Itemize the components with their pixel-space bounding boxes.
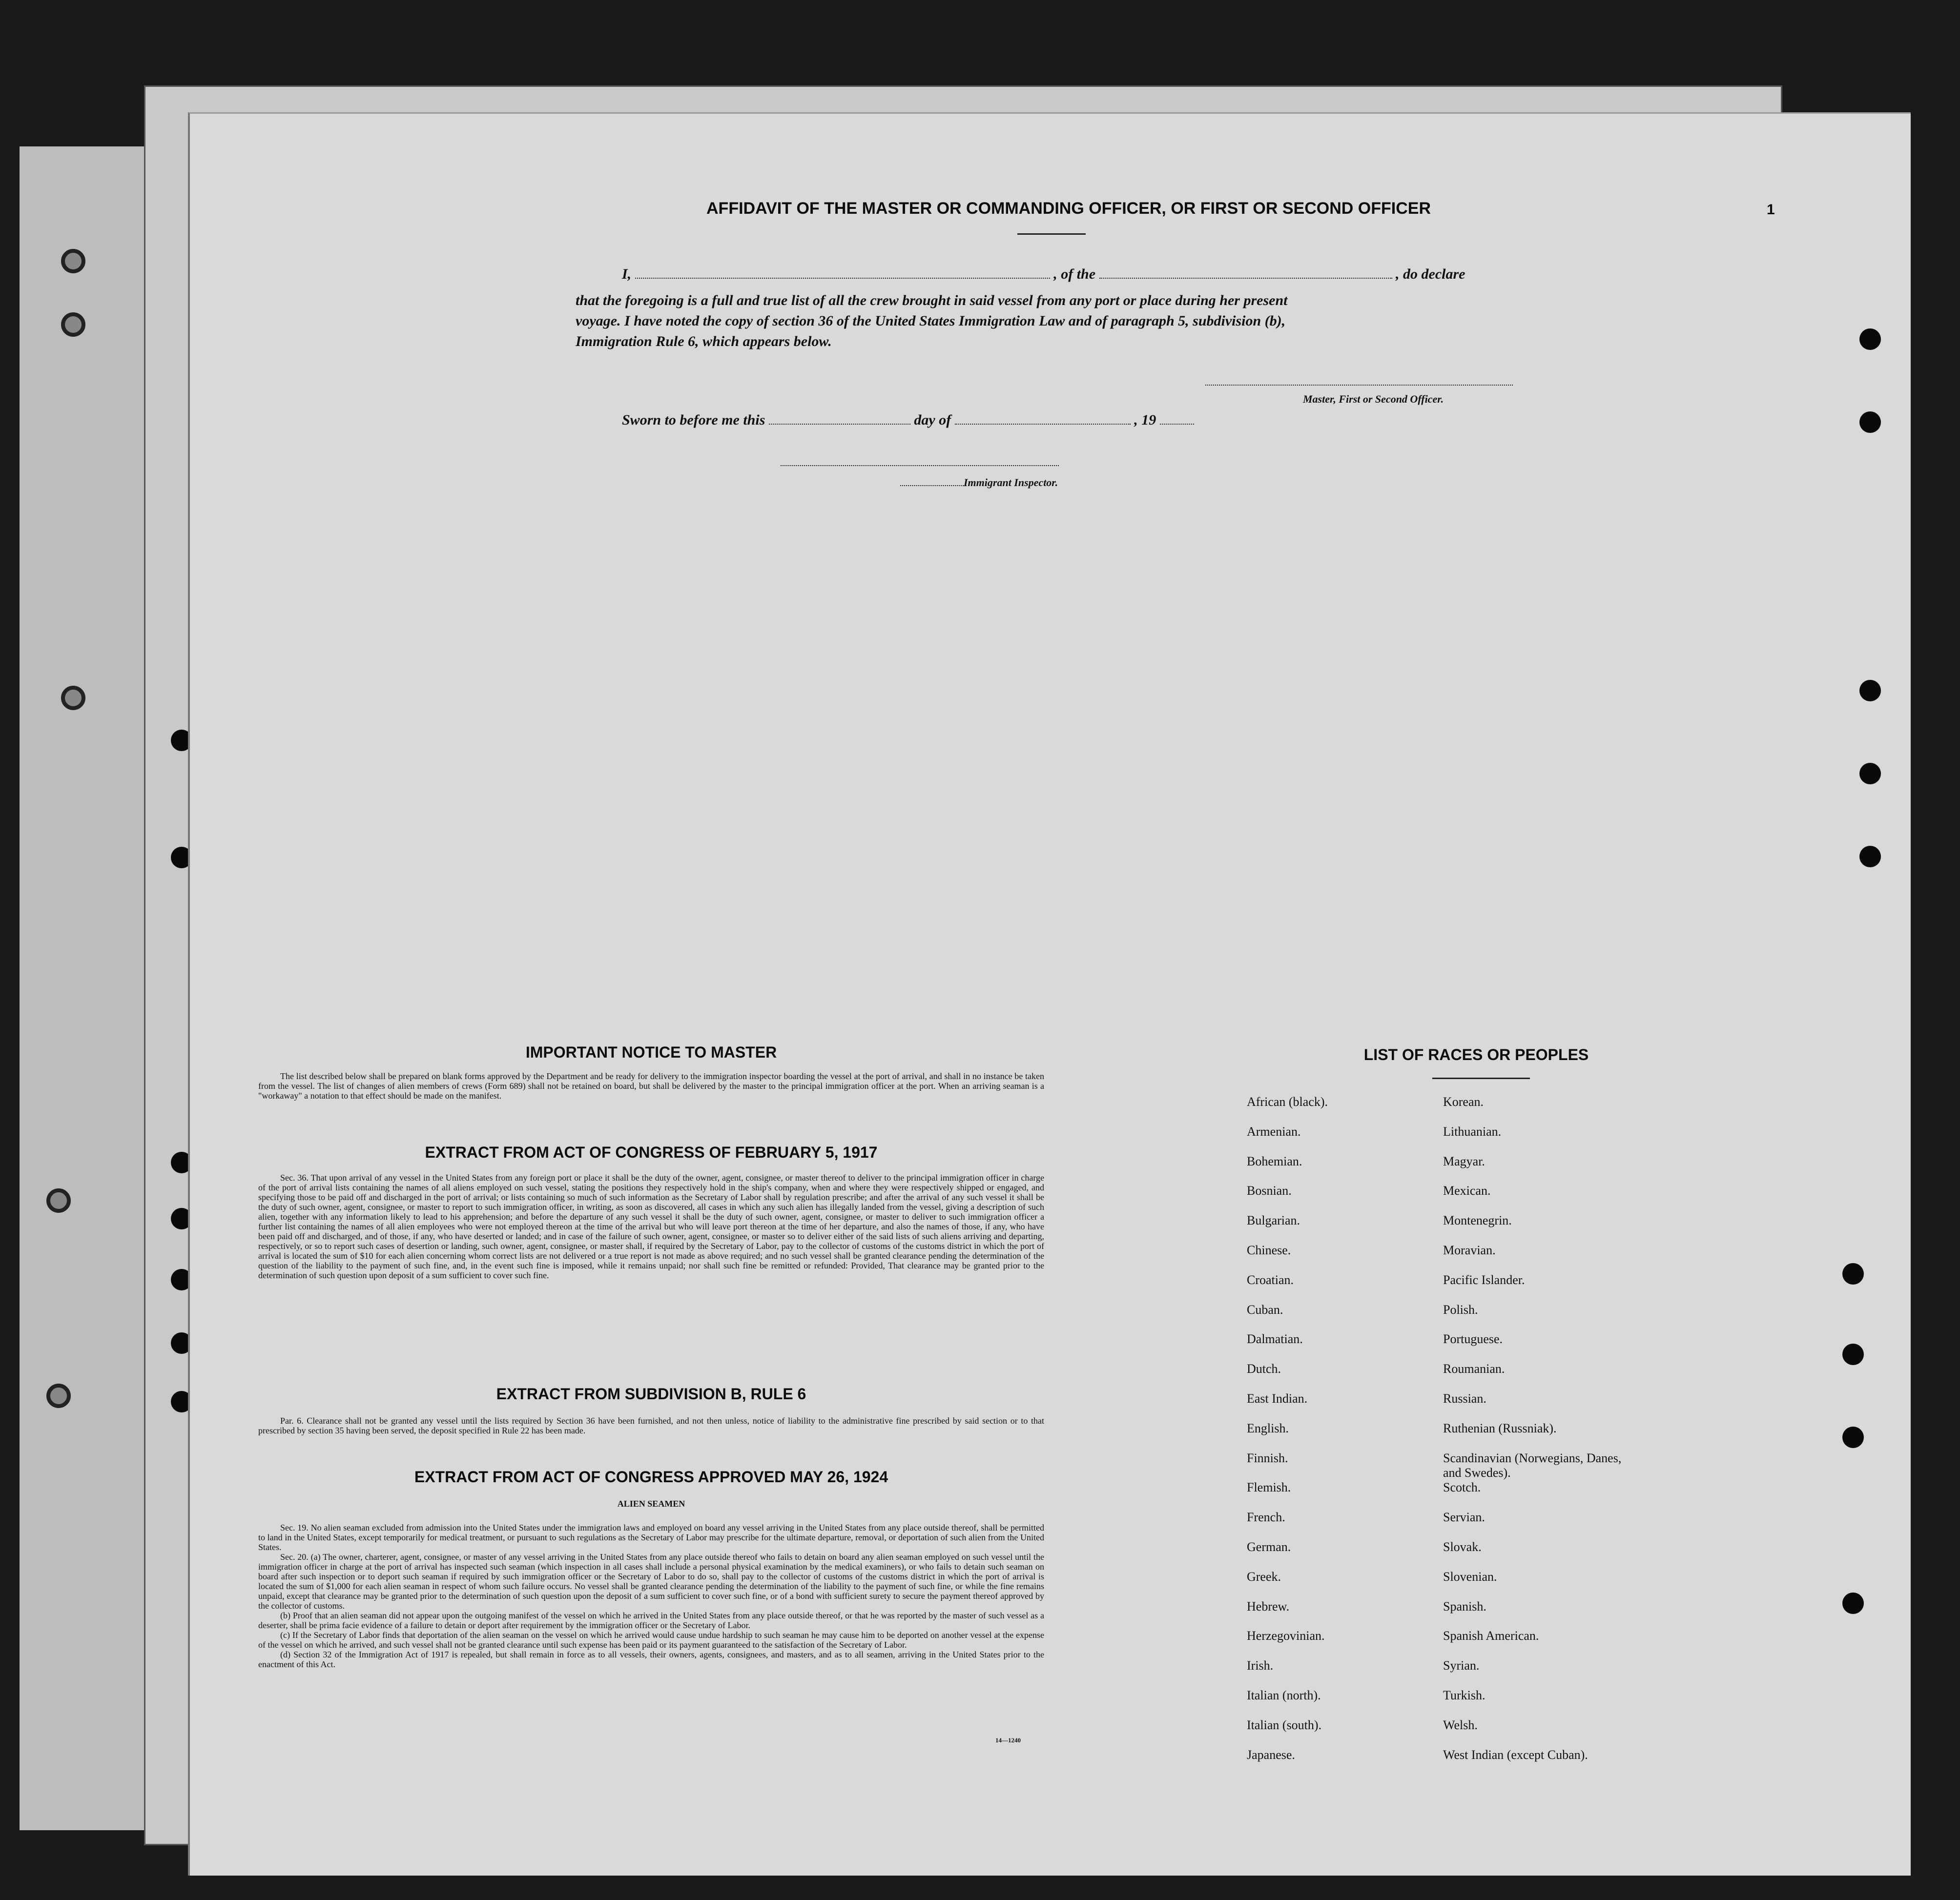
punch-hole xyxy=(1859,846,1881,867)
race-item: East Indian. xyxy=(1247,1391,1308,1406)
extract-1917-title: EXTRACT FROM ACT OF CONGRESS OF FEBRUARY 5, 1917 xyxy=(425,1144,878,1161)
race-item: Dalmatian. xyxy=(1247,1332,1303,1347)
section-36-paragraph: Sec. 36. That upon arrival of any vessel in the United States from any foreign port or place it shall be the duty of the owner, agent, consignee, or master thereof to deliver to the principal immigration officer in charge of the port of arrival lists containing the names of all aliens employed on such vessel, stating the positions they respectively hold in the ship's company, when and where they were respectively shipped or engaged, and specifying those to be paid off and discharged in the port of arrival; or lists containing so much of such information as the Secretary of Labor shall by regulation prescribe; and after the arrival of any such vessel it shall be the duty of such owner, agent, consignee, or master to report to such immigration officer, in writing, as soon as discovered, all cases in which any such alien has illegally landed from the vessel, giving a description of such alien, together with any information likely to lead to his apprehension; and before the departure of any such vessel it shall be the duty of such owner, agent, consignee, or master to deliver to such immigration officer a further list containing the names of all alien employees who were not employed thereon at the time of the arrival but who will leave port thereon at the time of her departure, and also the names of those, if any, who have been paid off and discharged, and of those, if any, who have deserted or landed; and in case of the failure of such owner, agent, consignee, or master so to deliver either of the said lists of such aliens arriving and departing, respectively, or so to report such cases of desertion or landing, such owner, agent, consignee, or master shall, if required by the Secretary of Labor, pay to the collector of customs of the customs district in which the port of arrival is located the sum of $10 for each alien concerning whom correct lists are not delivered or a true report is not made as above required; and no such vessel shall be granted clearance pending the determination of the question of the liability to the payment of such fine, and, in the event such fine is imposed, while it remains unpaid; nor shall such fine be remitted or refunded: Provided, That clearance may be granted prior to the determination of such question upon deposit of a sum sufficient to cover such fine. xyxy=(258,1173,1044,1280)
race-item: Lithuanian. xyxy=(1443,1124,1502,1139)
race-item: Polish. xyxy=(1443,1302,1478,1317)
par-6-paragraph: Par. 6. Clearance shall not be granted any vessel until the lists required by Section 36 have been furnished, and not then unless, notice of liability to the administrative fine prescribed by said section or to that prescribed by section 35 having been served, the deposit specified in Rule 22 has been made. xyxy=(258,1416,1044,1435)
race-item: Finnish. xyxy=(1247,1451,1288,1465)
punch-hole xyxy=(46,1188,71,1213)
race-item: Croatian. xyxy=(1247,1272,1294,1287)
extract-1924-title: EXTRACT FROM ACT OF CONGRESS APPROVED MAY 26, 1924 xyxy=(414,1468,888,1486)
sworn-year-field[interactable] xyxy=(1160,412,1194,425)
punch-hole xyxy=(1859,411,1881,433)
page-mark: 1 xyxy=(1767,202,1775,218)
inspector-dots xyxy=(900,478,964,486)
race-item: African (black). xyxy=(1247,1095,1328,1109)
punch-hole xyxy=(61,312,85,337)
punch-hole xyxy=(1859,680,1881,701)
inspector-signature-label xyxy=(900,476,1058,489)
sec-20b-paragraph: (b) Proof that an alien seaman did not appear upon the outgoing manifest of the vessel on which he arrived in the United States from any place outside thereof, or that he was reported by the master of such vessel as a deserter, shall be prima facie evidence of a failure to detain or deport after requirement by the immigration officer or the Secretary of Labor. xyxy=(258,1611,1044,1630)
inspector-label: Immigrant Inspector. xyxy=(964,476,1058,489)
race-item: Turkish. xyxy=(1443,1688,1485,1702)
declaration-line-1 xyxy=(622,264,1745,285)
declaration-line-2: that the foregoing is a full and true list of all the crew brought in said vessel from any port or place during her present xyxy=(576,292,1288,308)
master-signature-label: Master, First or Second Officer. xyxy=(1303,393,1444,405)
race-item: French. xyxy=(1247,1510,1285,1525)
races-column-2 xyxy=(1443,1095,1638,1777)
vessel-field[interactable] xyxy=(1099,266,1392,279)
race-item: English. xyxy=(1247,1421,1289,1435)
race-item: Spanish. xyxy=(1443,1599,1486,1614)
race-item: Dutch. xyxy=(1247,1362,1281,1376)
sworn-day-field[interactable] xyxy=(769,412,910,425)
race-item: Cuban. xyxy=(1247,1302,1283,1317)
race-item: German. xyxy=(1247,1539,1291,1554)
sworn-month-field[interactable] xyxy=(955,412,1131,425)
notice-text xyxy=(258,1071,1044,1101)
race-item: Syrian. xyxy=(1443,1658,1480,1673)
affidavit-page xyxy=(188,112,1911,1876)
race-item: Bohemian. xyxy=(1247,1154,1302,1168)
punch-hole xyxy=(1842,1427,1864,1448)
race-item: Moravian. xyxy=(1443,1243,1496,1257)
race-item: Pacific Islander. xyxy=(1443,1272,1525,1287)
do-declare-label: , do declare xyxy=(1396,266,1465,282)
race-item: West Indian (except Cuban). xyxy=(1443,1747,1588,1762)
race-item: Italian (north). xyxy=(1247,1688,1321,1702)
race-item: Scandinavian (Norwegians, Danes, and Swedes). xyxy=(1443,1451,1622,1480)
race-item: Magyar. xyxy=(1443,1154,1485,1168)
declaration-line-3: voyage. I have noted the copy of section 36 of the United States Immigration Law and of paragraph 5, subdivision (b), xyxy=(576,313,1286,329)
form-number: 14—1240 xyxy=(995,1737,1021,1744)
race-item: Hebrew. xyxy=(1247,1599,1290,1614)
punch-hole xyxy=(1842,1263,1864,1285)
race-item: Ruthenian (Russniak). xyxy=(1443,1421,1557,1435)
sec-20d-paragraph: (d) Section 32 of the Immigration Act of 1917 is repealed, but shall remain in force as to all vessels, their owners, agents, consignees, and masters, and as to all seamen, arriving in the United States prior to the enactment of this Act. xyxy=(258,1650,1044,1669)
race-item: Bulgarian. xyxy=(1247,1213,1300,1228)
punch-hole xyxy=(1842,1344,1864,1365)
race-item: Roumanian. xyxy=(1443,1362,1505,1376)
sec-20a-paragraph: Sec. 20. (a) The owner, charterer, agent, consignee, or master of any vessel arriving in the United States from any place outside thereof who fails to detain on board any alien seaman employed on such vessel until the immigration officer in charge at the port of arrival has inspected such seaman (which inspection in all cases shall include a personal physical examination by the medical examiners), or who fails to detain such seaman on board after such inspection or to deport such seaman if required by such immigration officer or the Secretary of Labor to do so, shall pay to the collector of customs of the customs district in which the port of arrival is located the sum of $1,000 for each alien seaman in respect of whom such failure occurs. No vessel shall be granted clearance pending the determination of the liability to the payment of such fine, or while the fine remains unpaid, except that clearance may be granted prior to the determination of such question upon the deposit of a sum sufficient to cover such fine, or of a bond with sufficient surety to secure the payment thereof approved by the collector of customs. xyxy=(258,1552,1044,1611)
race-item: Servian. xyxy=(1443,1510,1485,1525)
extract-1917-text xyxy=(258,1173,1044,1280)
race-item: Herzegovinian. xyxy=(1247,1629,1325,1643)
affidavit-title: AFFIDAVIT OF THE MASTER OR COMMANDING OFFICER, OR FIRST OR SECOND OFFICER xyxy=(706,199,1431,218)
race-item: Japanese. xyxy=(1247,1747,1295,1762)
notice-title: IMPORTANT NOTICE TO MASTER xyxy=(525,1043,777,1061)
race-item: Irish. xyxy=(1247,1658,1274,1673)
race-item: Welsh. xyxy=(1443,1717,1478,1732)
punch-hole xyxy=(1859,763,1881,784)
inspector-signature-line[interactable] xyxy=(781,465,1059,466)
race-item: Montenegrin. xyxy=(1443,1213,1512,1228)
extract-1924-text xyxy=(258,1523,1044,1669)
race-item: Korean. xyxy=(1443,1095,1484,1109)
punch-hole xyxy=(1842,1593,1864,1614)
races-title: LIST OF RACES OR PEOPLES xyxy=(1363,1046,1589,1063)
rule-6-title: EXTRACT FROM SUBDIVISION B, RULE 6 xyxy=(496,1385,806,1403)
sworn-label: Sworn to before me this xyxy=(622,412,765,428)
races-rule xyxy=(1432,1078,1530,1079)
i-label: I, xyxy=(622,266,632,282)
race-item: Bosnian. xyxy=(1247,1184,1292,1198)
bleed-through-text xyxy=(234,465,249,543)
notice-paragraph: The list described below shall be prepared on blank forms approved by the Department and be ready for delivery to the immigration inspector boarding the vessel at the port of arrival, and shall in no instance be taken from the vessel. The list of changes of alien members of crews (Form 689) shall not be retained on board, but shall be delivered by the master to the principal immigration officer at the port. When an arriving seaman is a "workaway" a notation to that effect should be made on the manifest. xyxy=(258,1071,1044,1101)
race-item: Slovak. xyxy=(1443,1539,1482,1554)
race-item: Russian. xyxy=(1443,1391,1486,1406)
title-rule xyxy=(1017,233,1086,235)
sworn-line xyxy=(622,410,1501,430)
day-of-label: day of xyxy=(914,412,951,428)
rule-6-text xyxy=(258,1416,1044,1435)
sec-20c-paragraph: (c) If the Secretary of Labor finds that deportation of the alien seaman on the vessel on which he arrived would cause undue hardship to such seaman he may cause him to be deported on another vessel at the expense of the vessel on which he arrived, and such vessel shall not be granted clearance until such expense has been paid or its payment guaranteed to the satisfaction of the Secretary of Labor. xyxy=(258,1630,1044,1650)
race-item: Scotch. xyxy=(1443,1480,1481,1495)
alien-seamen-subtitle: ALIEN SEAMEN xyxy=(617,1499,685,1509)
races-column-1 xyxy=(1247,1095,1432,1777)
sec-19-paragraph: Sec. 19. No alien seaman excluded from admission into the United States under the immigration laws and employed on board any vessel arriving in the United States from any place outside thereof, shall be permitted to land in the United States, except temporarily for medical treatment, or pursuant to such regulations as the Secretary of Labor may prescribe for the ultimate departure, removal, or deportation of such alien from the United States. xyxy=(258,1523,1044,1552)
race-item: Mexican. xyxy=(1443,1184,1491,1198)
year-label: , 19 xyxy=(1134,412,1156,428)
declaration-line-4: Immigration Rule 6, which appears below. xyxy=(576,333,832,349)
race-item: Armenian. xyxy=(1247,1124,1301,1139)
punch-hole xyxy=(46,1384,71,1408)
race-item: Spanish American. xyxy=(1443,1629,1539,1643)
race-item: Flemish. xyxy=(1247,1480,1291,1495)
race-item: Portuguese. xyxy=(1443,1332,1503,1347)
name-field[interactable] xyxy=(635,266,1050,279)
of-the-label: , of the xyxy=(1053,266,1096,282)
punch-hole xyxy=(1859,328,1881,350)
punch-hole xyxy=(61,249,85,273)
punch-hole xyxy=(61,686,85,710)
master-signature-line[interactable] xyxy=(1205,385,1513,386)
race-item: Slovenian. xyxy=(1443,1569,1497,1584)
race-item: Greek. xyxy=(1247,1569,1281,1584)
race-item: Chinese. xyxy=(1247,1243,1291,1257)
race-item: Italian (south). xyxy=(1247,1717,1322,1732)
